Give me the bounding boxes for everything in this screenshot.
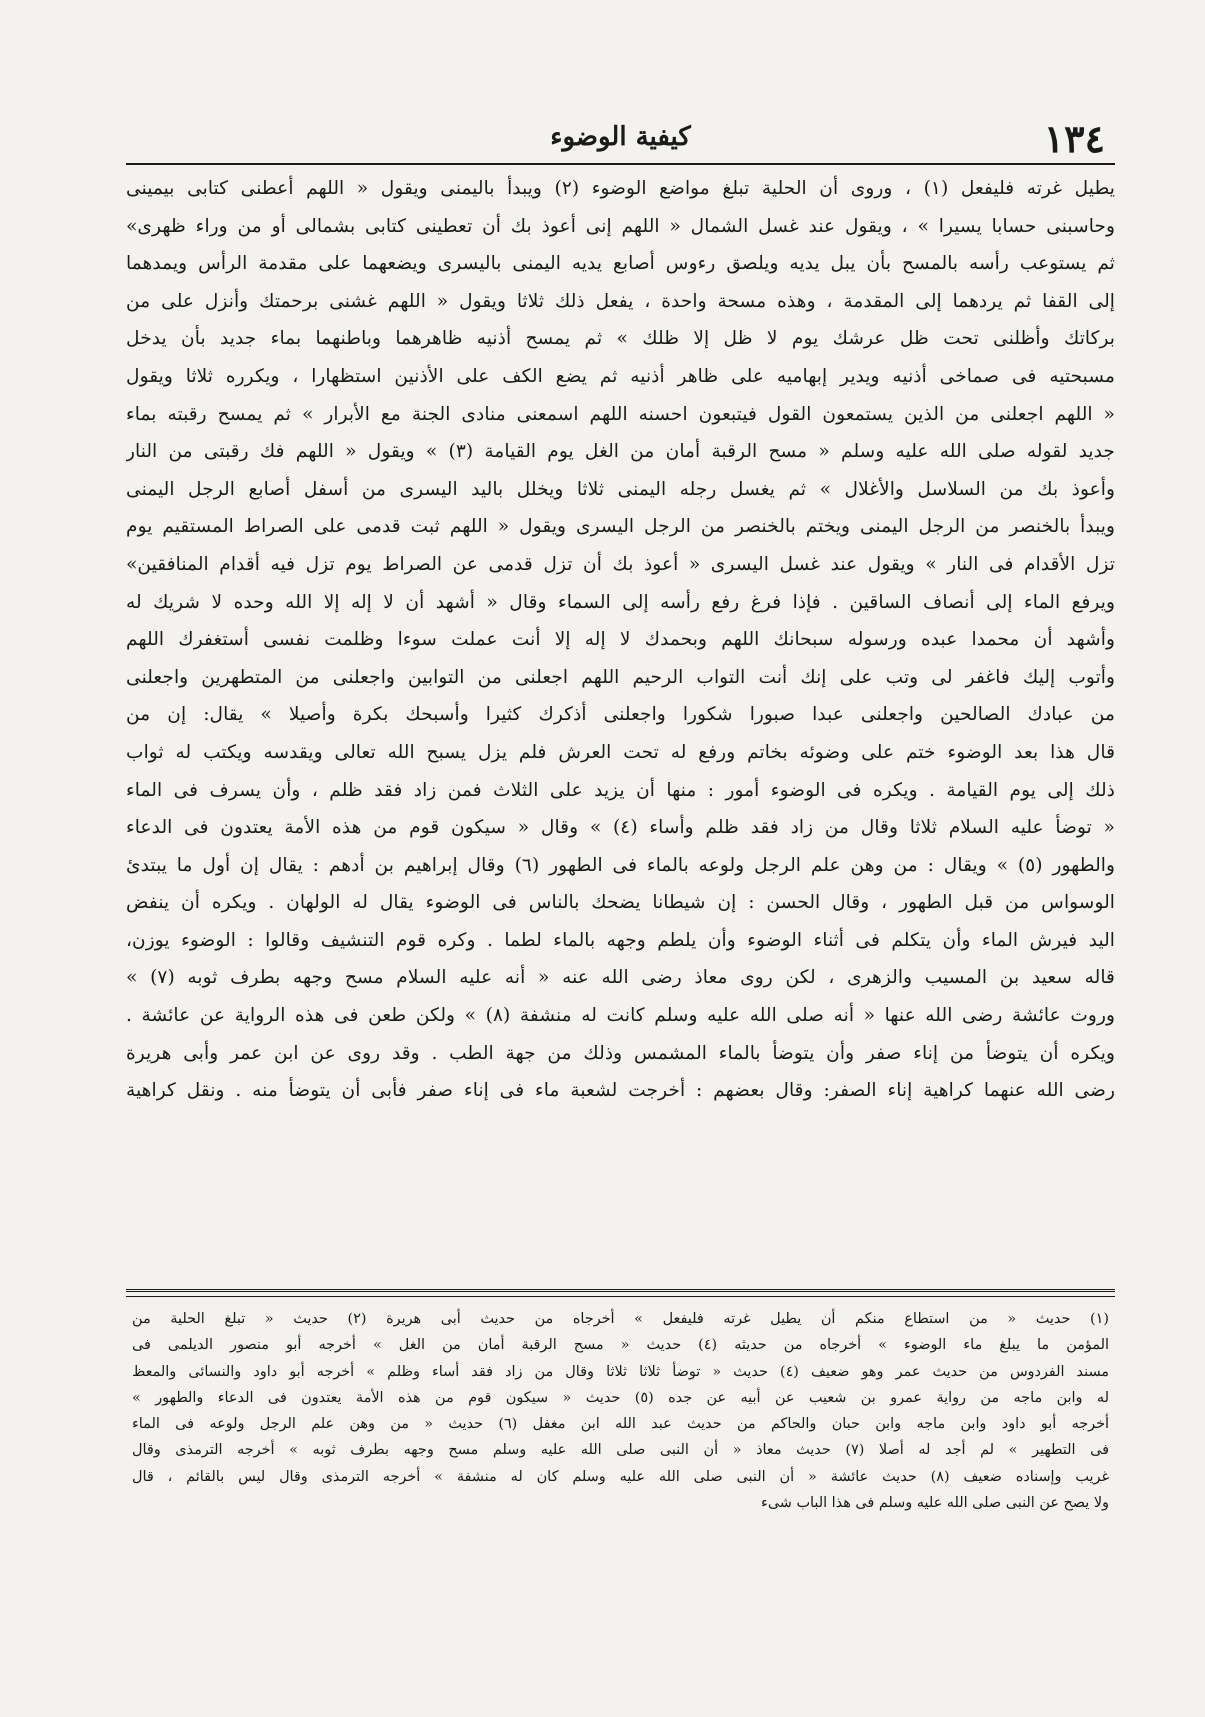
text-line: ذلك إلى يوم القيامة . ويكره فى الوضوء أمور : منها أن يزيد على الثلاث فمن زاد فقد ظلم ، وأن يسرف فى الماء xyxy=(126,779,1115,801)
text-line: وأتوب إليك فاغفر لى وتب على إنك أنت التواب الرحيم اللهم اجعلنى من التوابين واجعلنى من المتطهرين واجعلنى xyxy=(126,666,1115,688)
text-line: والطهور (٥) » ويقال : من وهن علم الرجل ولوعه بالماء فى الطهور (٦) وقال إبراهيم بن أدهم : يقال إن أول ما يبتدئ xyxy=(126,854,1115,876)
text-line: من عبادك الصالحين واجعلنى عبدا صبورا شكورا واجعلنى أذكرك كثيرا وأسبحك بكرة وأصيلا » يقال: إن من xyxy=(126,704,1115,726)
footnote-line: فى التطهير » لم أجد له أصلا (٧) حديث معاذ « أن النبى صلى الله عليه وسلم مسح وجهه بطرف ثوبه » أخرجه الترمذى وقال xyxy=(132,1442,1109,1459)
text-line: رضى الله عنهما كراهية إناء الصفر: وقال بعضهم : أخرجت لشعبة ماء فى إناء صفر فأبى أن يتوضأ منه . ونقل كراهية xyxy=(126,1080,1115,1102)
text-line: قاله سعيد بن المسيب والزهرى ، لكن روى معاذ رضى الله عنه « أنه عليه السلام مسح وجهه بطرف ثوبه (٧) » xyxy=(126,967,1115,989)
footnote-line: ولا يصح عن النبى صلى الله عليه وسلم فى هذا الباب شىء xyxy=(761,1495,1109,1512)
text-line: تزل الأقدام فى النار » ويقول عند غسل اليسرى « أعوذ بك أن تزل قدمى عن الصراط يوم تزل فيه أقدام المنافقين» xyxy=(126,553,1115,575)
footnotes xyxy=(132,1306,1109,1516)
text-line: جديد لقوله صلى الله عليه وسلم « مسح الرقبة أمان من الغل يوم القيامة (٣) » ويقول « اللهم فك رقبتى من النار xyxy=(126,441,1115,463)
footnote-line: أخرجه أبو داود وابن ماجه وابن حبان والحاكم من حديث عبد الله ابن مغفل (٦) حديث « من وهن علم الرجل ولوعه فى الماء xyxy=(132,1416,1109,1433)
footnote-line: له وابن ماجه من رواية عمرو بن شعيب عن أبيه عن جده (٥) حديث « سيكون قوم من هذه الأمة يعتدون فى الدعاء والطهور » xyxy=(132,1389,1109,1406)
text-line: « اللهم اجعلنى من الذين يستمعون القول فيتبعون احسنه اللهم اسمعنى منادى الجنة مع الأبرار » ثم يمسح رقبته بماء xyxy=(126,403,1115,425)
footnote-separator-thin xyxy=(126,1296,1115,1297)
header-rule xyxy=(126,163,1115,165)
footnote-line: المؤمن ما يبلغ ماء الوضوء » أخرجاه من حديثه (٤) حديث « مسح الرقبة أمان من الغل » أخرجه أبو منصور الديلمى فى xyxy=(132,1337,1109,1354)
text-line: وأشهد أن محمدا عبده ورسوله سبحانك اللهم وبحمدك لا إله إلا أنت عملت سوءا وظلمت نفسى أستغفرك اللهم xyxy=(126,629,1115,651)
text-line: ويبدأ بالخنصر من الرجل اليمنى ويختم بالخنصر من الرجل اليسرى ويقول « اللهم ثبت قدمى على الصراط المستقيم يوم xyxy=(126,516,1115,538)
text-line: قال هذا بعد الوضوء ختم على وضوئه بخاتم ورفع له تحت العرش فلم يزل يسبح الله تعالى ويقدسه ويكتب له ثواب xyxy=(126,741,1115,763)
text-line: إلى القفا ثم يردهما إلى المقدمة ، وهذه مسحة واحدة ، يفعل ذلك ثلاثا ويقول « اللهم غشنى برحمتك وأنزل على من xyxy=(126,290,1115,312)
text-line: الوسواس من قبل الطهور ، وقال الحسن : إن شيطانا يضحك بالناس فى الوضوء يقال له الولهان . ويكره أن ينفض xyxy=(126,892,1115,914)
running-title: كيفية الوضوء xyxy=(550,122,691,152)
page-number: ١٣٤ xyxy=(1043,116,1105,161)
text-line: ثم يستوعب رأسه بالمسح بأن يبل يديه ويلصق رءوس أصابع يديه اليمنى باليسرى ويضعهما على مقدمة الرأس ويمدهما xyxy=(126,253,1115,275)
text-line: ويكره أن يتوضأ من إناء صفر وأن يتوضأ بالماء المشمس وذلك من جهة الطب . وقد روى عن ابن عمر وأبى هريرة xyxy=(126,1042,1115,1064)
footnote-line: غريب وإسناده ضعيف (٨) حديث عائشة « أن النبى صلى الله عليه وسلم كان له منشفة » أخرجه الترمذى وقال ليس بالقائم ، قال xyxy=(132,1468,1109,1485)
footnote-line: مسند الفردوس من حديث عمر وهو ضعيف (٤) حديث « توضأ ثلاثا ثلاثا وقال من زاد فقد أساء وظلم » أخرجه أبو داود والنسائى والمعظ xyxy=(132,1363,1109,1380)
text-line: وروت عائشة رضى الله عنها « أنه صلى الله عليه وسلم كانت له منشفة (٨) » ولكن طعن فى هذه الرواية عن عائشة . xyxy=(126,1005,1115,1027)
footnote-separator xyxy=(126,1289,1115,1292)
text-line: وحاسبنى حسابا يسيرا » ، ويقول عند غسل الشمال « اللهم إنى أعوذ بك أن تعطينى كتابى بشمالى أو من وراء ظهرى» xyxy=(126,215,1115,237)
text-line: بركاتك وأظلنى تحت ظل عرشك يوم لا ظل إلا ظلك » ثم يمسح أذنيه ظاهرهما وباطنهما بماء جديد بأن يدخل xyxy=(126,328,1115,350)
footnote-line: (١) حديث « من استطاع منكم أن يطيل غرته فليفعل » أخرجاه من حديث أبى هريرة (٢) حديث « تبلغ الحلية من xyxy=(132,1311,1109,1327)
text-line: اليد فيرش الماء وأن يتكلم فى أثناء الوضوء وأن يلطم وجهه بالماء لطما . وكره قوم التنشيف وقالوا : الوضوء يوزن، xyxy=(126,929,1115,951)
text-line: يطيل غرته فليفعل (١) ، وروى أن الحلية تبلغ مواضع الوضوء (٢) ويبدأ باليمنى ويقول « اللهم أعطنى كتابى بيمينى xyxy=(126,178,1115,199)
main-text xyxy=(126,170,1115,1110)
text-line: « توضأ عليه السلام ثلاثا وقال من زاد فقد ظلم وأساء (٤) » وقال « سيكون قوم من هذه الأمة يعتدون فى الدعاء xyxy=(126,817,1115,839)
text-line: وأعوذ بك من السلاسل والأغلال » ثم يغسل رجله اليمنى ثلاثا ويخلل باليد اليسرى من أسفل أصابع الرجل اليمنى xyxy=(126,478,1115,500)
text-line: ويرفع الماء إلى أنصاف الساقين . فإذا فرغ رفع رأسه إلى السماء وقال « أشهد أن لا إله إلا الله وحده لا شريك له xyxy=(126,591,1115,613)
page-header xyxy=(126,110,1115,160)
text-line: مسبحتيه فى صماخى أذنيه ويدير إبهاميه على ظاهر أذنيه ثم يضع الكف على الأذنين استظهارا ، ويكرره ثلاثا ويقول xyxy=(126,365,1115,387)
